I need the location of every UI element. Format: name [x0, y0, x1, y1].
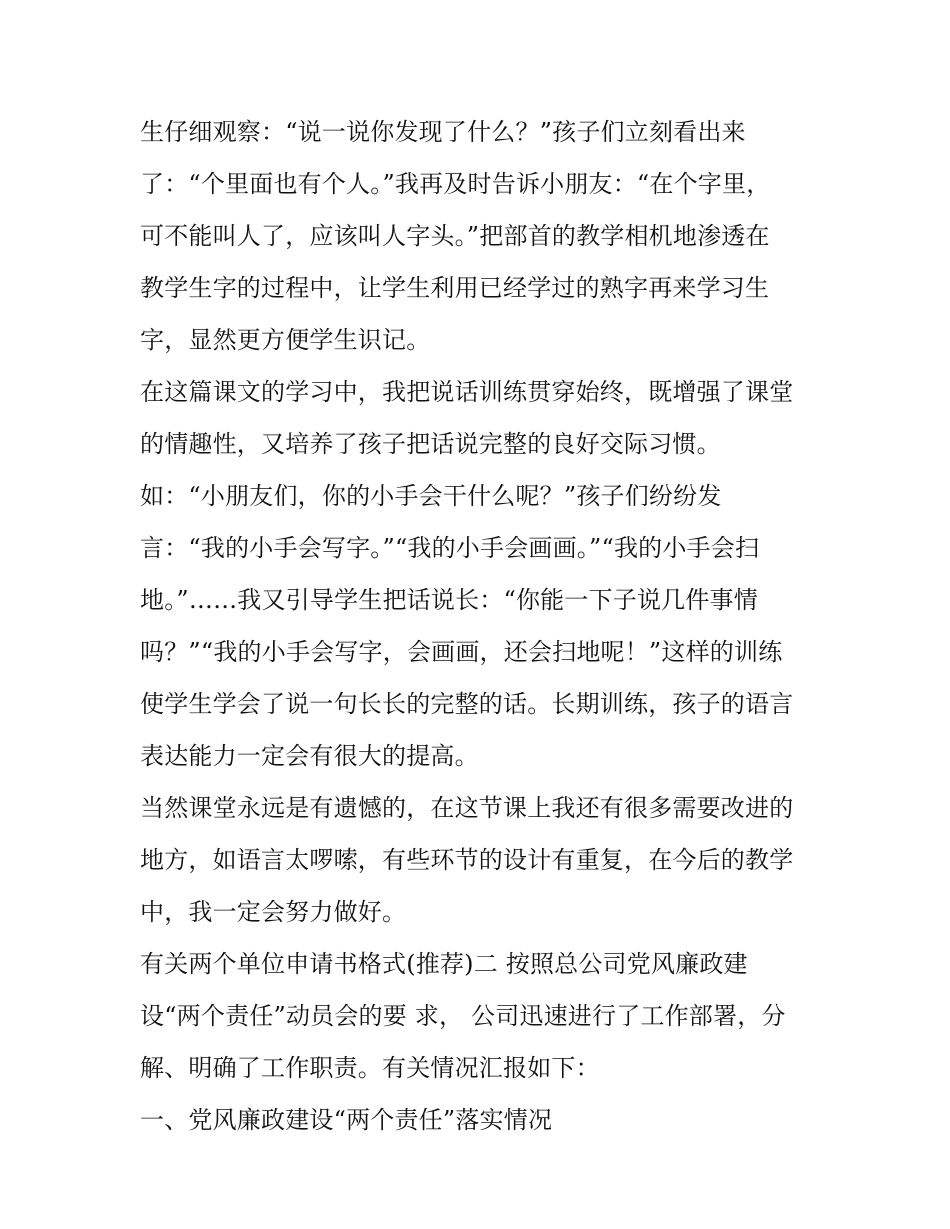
text-line: 当然课堂永远是有遗憾的，在这节课上我还有很多需要改进的	[140, 794, 794, 822]
text-line: 有关两个单位申请书格式(推荐)二 按照总公司党风廉政建	[140, 950, 748, 978]
text-line: 吗？”“我的小手会写字，会画画，还会扫地呢！”这样的训练	[140, 638, 783, 666]
text-line: 了：“个里面也有个人。”我再及时告诉小朋友：“在个字里，	[140, 170, 771, 198]
text-line: 中，我一定会努力做好。	[140, 898, 407, 926]
document-body	[140, 106, 830, 1146]
text-line: 如：“小朋友们，你的小手会干什么呢？”孩子们纷纷发	[140, 482, 722, 510]
text-line: 教学生字的过程中，让学生利用已经学过的熟字再来学习生	[140, 274, 770, 302]
text-line: 表达能力一定会有很大的提高。	[140, 742, 479, 770]
text-line: 言：“我的小手会写字。”“我的小手会画画。”“我的小手会扫	[140, 534, 760, 562]
text-line: 地方，如语言太啰嗦，有些环节的设计有重复，在今后的教学	[140, 846, 794, 874]
text-line: 的情趣性，又培养了孩子把话说完整的良好交际习惯。	[140, 430, 721, 458]
text-line: 解、明确了工作职责。有关情况汇报如下：	[140, 1054, 600, 1082]
text-line: 在这篇课文的学习中，我把说话训练贯穿始终，既增强了课堂	[140, 378, 794, 406]
text-line: 可不能叫人了，应该叫人字头。”把部首的教学相机地渗透在	[140, 222, 770, 250]
text-line: 字，显然更方便学生识记。	[140, 326, 431, 354]
text-line: 使学生学会了说一句长长的完整的话。长期训练，孩子的语言	[140, 690, 794, 718]
text-line: 地。”……我又引导学生把话说长：“你能一下子说几件事情	[140, 586, 758, 614]
text-line: 设“两个责任”动员会的要 求， 公司迅速进行了工作部署，分	[140, 1002, 786, 1030]
text-line: 生仔细观察：“说一说你发现了什么？”孩子们立刻看出来	[140, 118, 746, 146]
section-heading: 一、党风廉政建设“两个责任”落实情况	[140, 1106, 553, 1134]
